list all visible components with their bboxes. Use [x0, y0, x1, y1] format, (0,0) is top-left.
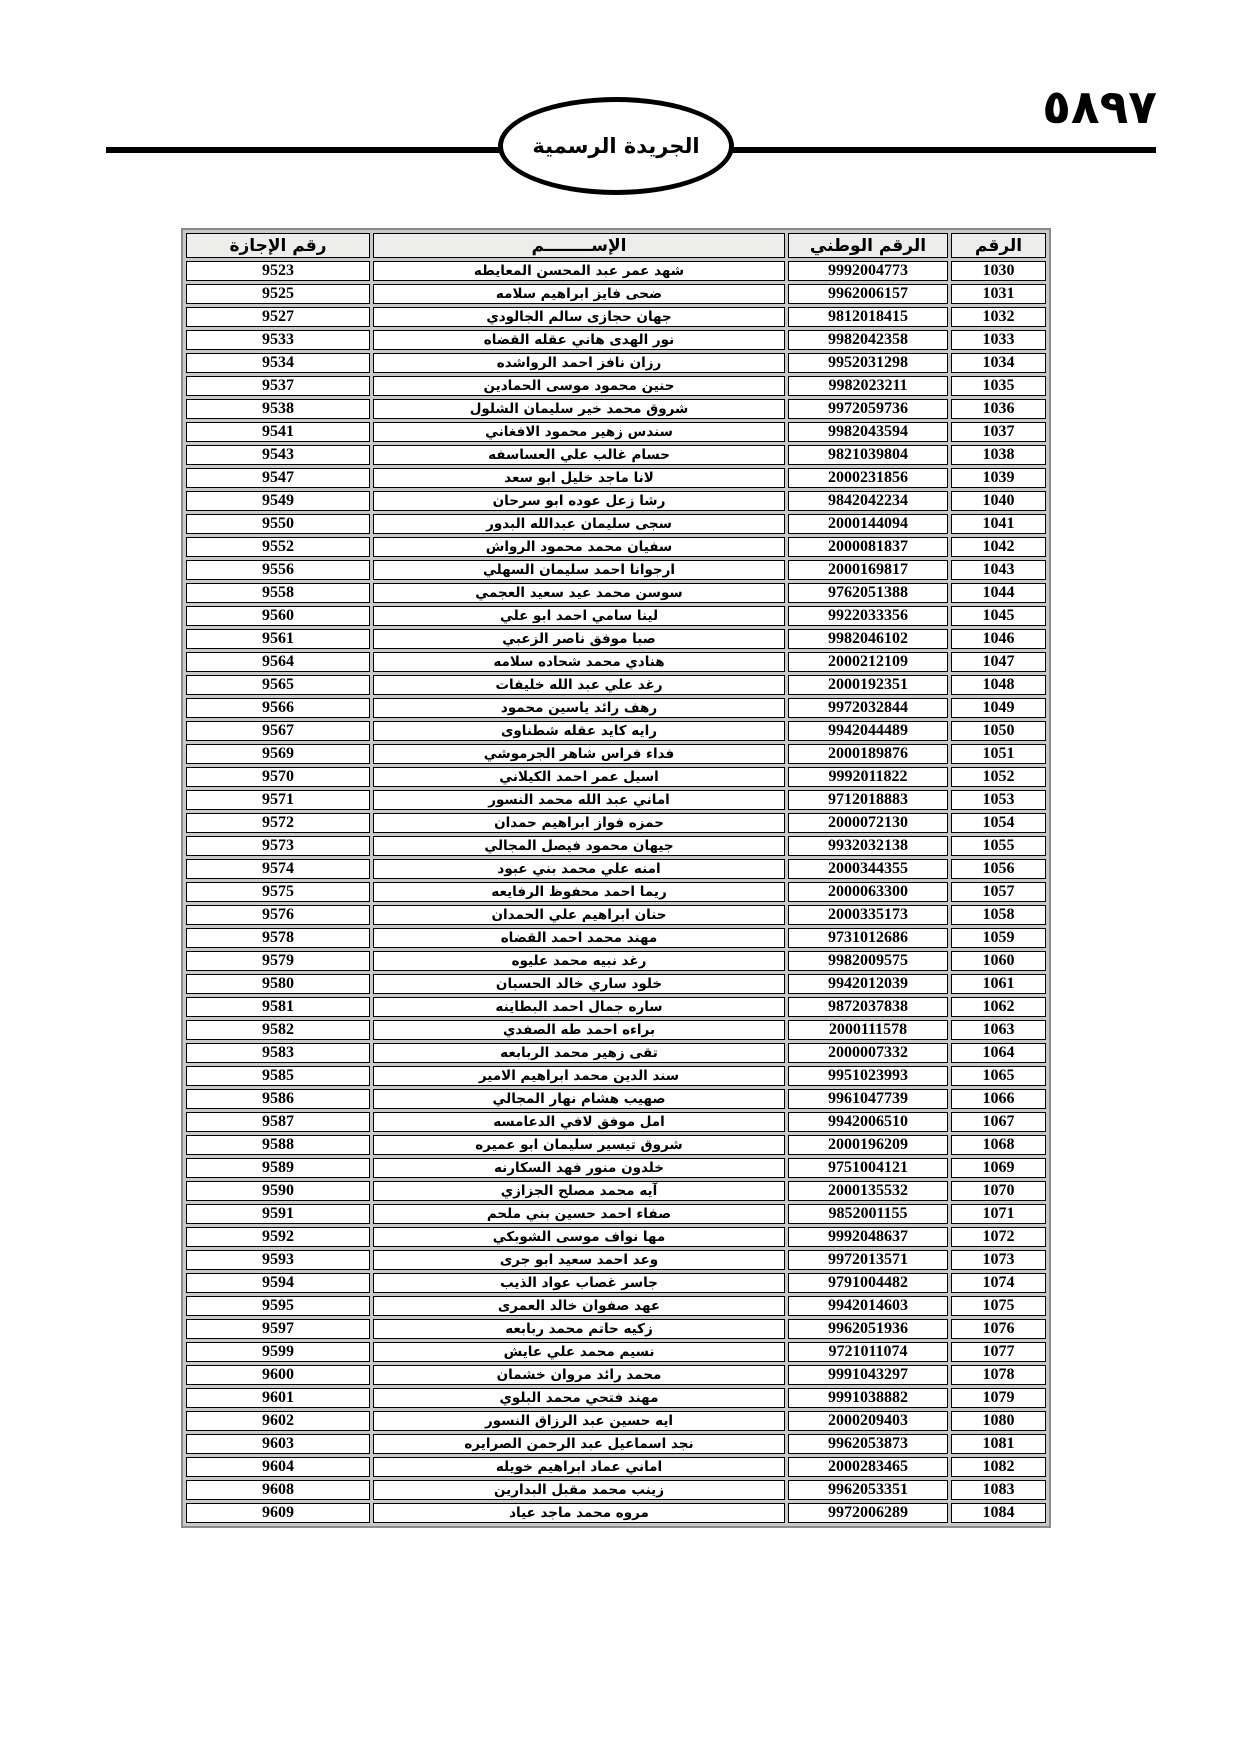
cell-name: ايه حسين عبد الرزاق النسور — [373, 1411, 785, 1431]
cell-number: 1077 — [951, 1342, 1046, 1362]
cell-national-id: 2000212109 — [788, 652, 948, 672]
cell-national-id: 9972013571 — [788, 1250, 948, 1270]
cell-license-number: 9552 — [186, 537, 370, 557]
cell-license-number: 9599 — [186, 1342, 370, 1362]
table-row — [186, 652, 1046, 672]
cell-name: رزان نافز احمد الرواشده — [373, 353, 785, 373]
cell-name: حنين محمود موسى الحمادين — [373, 376, 785, 396]
col-header-name: الإســــــــم — [373, 233, 785, 258]
col-header-national-id: الرقم الوطني — [788, 233, 948, 258]
cell-national-id: 9712018883 — [788, 790, 948, 810]
cell-number: 1039 — [951, 468, 1046, 488]
cell-national-id: 9942014603 — [788, 1296, 948, 1316]
table-row — [186, 1342, 1046, 1362]
cell-national-id: 9952031298 — [788, 353, 948, 373]
table-row — [186, 261, 1046, 281]
cell-name: رهف رائد ياسين محمود — [373, 698, 785, 718]
table-row — [186, 629, 1046, 649]
cell-license-number: 9578 — [186, 928, 370, 948]
table-row — [186, 1365, 1046, 1385]
cell-number: 1034 — [951, 353, 1046, 373]
cell-license-number: 9561 — [186, 629, 370, 649]
cell-national-id: 9812018415 — [788, 307, 948, 327]
cell-name: فداء فراس شاهر الجرموشي — [373, 744, 785, 764]
cell-national-id: 9842042234 — [788, 491, 948, 511]
table-row — [186, 491, 1046, 511]
cell-license-number: 9600 — [186, 1365, 370, 1385]
cell-license-number: 9574 — [186, 859, 370, 879]
cell-license-number: 9603 — [186, 1434, 370, 1454]
cell-number: 1064 — [951, 1043, 1046, 1063]
cell-national-id: 9992011822 — [788, 767, 948, 787]
cell-national-id: 2000007332 — [788, 1043, 948, 1063]
cell-license-number: 9533 — [186, 330, 370, 350]
cell-number: 1054 — [951, 813, 1046, 833]
table-row — [186, 905, 1046, 925]
table-row — [186, 468, 1046, 488]
cell-national-id: 9992048637 — [788, 1227, 948, 1247]
table-row — [186, 1457, 1046, 1477]
cell-number: 1062 — [951, 997, 1046, 1017]
cell-license-number: 9525 — [186, 284, 370, 304]
cell-number: 1057 — [951, 882, 1046, 902]
table-row — [186, 859, 1046, 879]
cell-name: ساره جمال احمد البطاينه — [373, 997, 785, 1017]
table-row — [186, 813, 1046, 833]
cell-name: صفاء احمد حسين بني ملحم — [373, 1204, 785, 1224]
cell-national-id: 2000196209 — [788, 1135, 948, 1155]
cell-number: 1031 — [951, 284, 1046, 304]
cell-name: ضحى فايز ابراهيم سلامه — [373, 284, 785, 304]
cell-name: امنه علي محمد بني عبود — [373, 859, 785, 879]
cell-number: 1084 — [951, 1503, 1046, 1523]
cell-license-number: 9560 — [186, 606, 370, 626]
cell-name: حنان ابراهيم علي الحمدان — [373, 905, 785, 925]
cell-name: اماني عبد الله محمد النسور — [373, 790, 785, 810]
cell-name: تقى زهير محمد الربابعه — [373, 1043, 785, 1063]
cell-name: خلدون منور فهد السكارنه — [373, 1158, 785, 1178]
cell-number: 1078 — [951, 1365, 1046, 1385]
cell-name: سجى سليمان عبدالله البدور — [373, 514, 785, 534]
cell-name: اماني عماد ابراهيم خويله — [373, 1457, 785, 1477]
cell-number: 1040 — [951, 491, 1046, 511]
cell-license-number: 9589 — [186, 1158, 370, 1178]
cell-name: نجد اسماعيل عبد الرحمن الصرايره — [373, 1434, 785, 1454]
cell-number: 1073 — [951, 1250, 1046, 1270]
cell-number: 1038 — [951, 445, 1046, 465]
table-row — [186, 767, 1046, 787]
table-row — [186, 1296, 1046, 1316]
cell-national-id: 9962053873 — [788, 1434, 948, 1454]
cell-national-id: 9852001155 — [788, 1204, 948, 1224]
cell-number: 1080 — [951, 1411, 1046, 1431]
cell-national-id: 9992004773 — [788, 261, 948, 281]
cell-name: سفيان محمد محمود الرواش — [373, 537, 785, 557]
table-row — [186, 422, 1046, 442]
table-row — [186, 353, 1046, 373]
cell-national-id: 9951023993 — [788, 1066, 948, 1086]
cell-number: 1056 — [951, 859, 1046, 879]
table-row — [186, 790, 1046, 810]
cell-number: 1072 — [951, 1227, 1046, 1247]
cell-name: لينا سامي احمد ابو علي — [373, 606, 785, 626]
cell-name: سند الدين محمد ابراهيم الامير — [373, 1066, 785, 1086]
cell-license-number: 9569 — [186, 744, 370, 764]
table-row — [186, 399, 1046, 419]
cell-number: 1081 — [951, 1434, 1046, 1454]
cell-license-number: 9582 — [186, 1020, 370, 1040]
cell-name: وعد احمد سعيد ابو جرى — [373, 1250, 785, 1270]
licenses-table — [181, 228, 1051, 1528]
table-row — [186, 1250, 1046, 1270]
table-row — [186, 560, 1046, 580]
cell-number: 1082 — [951, 1457, 1046, 1477]
cell-national-id: 9972006289 — [788, 1503, 948, 1523]
cell-name: عهد صفوان خالد العمرى — [373, 1296, 785, 1316]
cell-national-id: 9991043297 — [788, 1365, 948, 1385]
page-number: ٥٨٩٧ — [1042, 80, 1157, 135]
cell-name: زينب محمد مقبل البدارين — [373, 1480, 785, 1500]
cell-number: 1076 — [951, 1319, 1046, 1339]
cell-number: 1047 — [951, 652, 1046, 672]
cell-name: سندس زهير محمود الافغاني — [373, 422, 785, 442]
cell-number: 1032 — [951, 307, 1046, 327]
table-row — [186, 1020, 1046, 1040]
cell-number: 1050 — [951, 721, 1046, 741]
table-row — [186, 376, 1046, 396]
table-row — [186, 675, 1046, 695]
cell-national-id: 2000209403 — [788, 1411, 948, 1431]
table-row — [186, 1066, 1046, 1086]
cell-number: 1083 — [951, 1480, 1046, 1500]
cell-number: 1055 — [951, 836, 1046, 856]
cell-national-id: 9922033356 — [788, 606, 948, 626]
cell-national-id: 2000344355 — [788, 859, 948, 879]
cell-name: جاسر غصاب عواد الذيب — [373, 1273, 785, 1293]
cell-name: مروه محمد ماجد عياد — [373, 1503, 785, 1523]
table-row — [186, 1273, 1046, 1293]
cell-license-number: 9543 — [186, 445, 370, 465]
table-row — [186, 606, 1046, 626]
table-row — [186, 1181, 1046, 1201]
cell-name: براءه احمد طه الصفدي — [373, 1020, 785, 1040]
cell-name: شهد عمر عبد المحسن المعايطه — [373, 261, 785, 281]
cell-name: صبا موفق ناصر الزعبي — [373, 629, 785, 649]
cell-number: 1033 — [951, 330, 1046, 350]
table-row — [186, 721, 1046, 741]
cell-license-number: 9583 — [186, 1043, 370, 1063]
cell-national-id: 2000283465 — [788, 1457, 948, 1477]
cell-license-number: 9575 — [186, 882, 370, 902]
cell-name: لانا ماجد خليل ابو سعد — [373, 468, 785, 488]
cell-name: شروق محمد خير سليمان الشلول — [373, 399, 785, 419]
cell-national-id: 9962051936 — [788, 1319, 948, 1339]
cell-national-id: 9982042358 — [788, 330, 948, 350]
cell-name: رايه كايد عقله شطناوى — [373, 721, 785, 741]
cell-number: 1051 — [951, 744, 1046, 764]
cell-number: 1069 — [951, 1158, 1046, 1178]
cell-license-number: 9601 — [186, 1388, 370, 1408]
cell-national-id: 9962053351 — [788, 1480, 948, 1500]
cell-name: مها نواف موسى الشوبكي — [373, 1227, 785, 1247]
cell-name: امل موفق لافي الدعامسه — [373, 1112, 785, 1132]
cell-number: 1065 — [951, 1066, 1046, 1086]
cell-national-id: 2000144094 — [788, 514, 948, 534]
cell-number: 1048 — [951, 675, 1046, 695]
cell-national-id: 2000063300 — [788, 882, 948, 902]
cell-national-id: 2000135532 — [788, 1181, 948, 1201]
cell-name: رشا زعل عوده ابو سرحان — [373, 491, 785, 511]
table-row — [186, 1112, 1046, 1132]
cell-name: آيه محمد مصلح الجزازي — [373, 1181, 785, 1201]
cell-number: 1044 — [951, 583, 1046, 603]
cell-number: 1041 — [951, 514, 1046, 534]
cell-national-id: 9942006510 — [788, 1112, 948, 1132]
cell-number: 1063 — [951, 1020, 1046, 1040]
cell-national-id: 9982023211 — [788, 376, 948, 396]
cell-national-id: 2000169817 — [788, 560, 948, 580]
cell-name: اسيل عمر احمد الكيلاني — [373, 767, 785, 787]
cell-number: 1049 — [951, 698, 1046, 718]
table-row — [186, 882, 1046, 902]
gazette-title-oval — [498, 97, 734, 195]
cell-number: 1053 — [951, 790, 1046, 810]
cell-national-id: 9972059736 — [788, 399, 948, 419]
table-row — [186, 1503, 1046, 1523]
cell-number: 1046 — [951, 629, 1046, 649]
cell-national-id: 2000072130 — [788, 813, 948, 833]
table-row — [186, 537, 1046, 557]
cell-license-number: 9602 — [186, 1411, 370, 1431]
cell-license-number: 9538 — [186, 399, 370, 419]
table-row — [186, 698, 1046, 718]
cell-name: حمزه فواز ابراهيم حمدان — [373, 813, 785, 833]
table-row — [186, 1043, 1046, 1063]
cell-number: 1061 — [951, 974, 1046, 994]
cell-number: 1060 — [951, 951, 1046, 971]
cell-national-id: 9942044489 — [788, 721, 948, 741]
table-row — [186, 514, 1046, 534]
table-row — [186, 928, 1046, 948]
cell-name: سوسن محمد عيد سعيد العجمي — [373, 583, 785, 603]
table-body — [186, 261, 1046, 1523]
cell-license-number: 9609 — [186, 1503, 370, 1523]
cell-license-number: 9579 — [186, 951, 370, 971]
cell-license-number: 9523 — [186, 261, 370, 281]
cell-number: 1059 — [951, 928, 1046, 948]
cell-license-number: 9537 — [186, 376, 370, 396]
cell-number: 1058 — [951, 905, 1046, 925]
cell-number: 1067 — [951, 1112, 1046, 1132]
cell-national-id: 9982046102 — [788, 629, 948, 649]
cell-number: 1043 — [951, 560, 1046, 580]
cell-name: خلود ساري خالد الحسبان — [373, 974, 785, 994]
cell-number: 1066 — [951, 1089, 1046, 1109]
cell-license-number: 9564 — [186, 652, 370, 672]
cell-name: نسيم محمد علي عايش — [373, 1342, 785, 1362]
cell-license-number: 9604 — [186, 1457, 370, 1477]
cell-national-id: 9762051388 — [788, 583, 948, 603]
cell-number: 1035 — [951, 376, 1046, 396]
cell-name: جهان حجازى سالم الجالودي — [373, 307, 785, 327]
cell-national-id: 9721011074 — [788, 1342, 948, 1362]
cell-license-number: 9566 — [186, 698, 370, 718]
cell-national-id: 2000192351 — [788, 675, 948, 695]
cell-number: 1052 — [951, 767, 1046, 787]
cell-name: جيهان محمود فيصل المجالي — [373, 836, 785, 856]
cell-license-number: 9547 — [186, 468, 370, 488]
cell-license-number: 9567 — [186, 721, 370, 741]
cell-license-number: 9534 — [186, 353, 370, 373]
table-row — [186, 1089, 1046, 1109]
cell-national-id: 9942012039 — [788, 974, 948, 994]
cell-license-number: 9592 — [186, 1227, 370, 1247]
table-row — [186, 1480, 1046, 1500]
cell-name: هنادي محمد شحاده سلامه — [373, 652, 785, 672]
cell-national-id: 9962006157 — [788, 284, 948, 304]
table-row — [186, 1411, 1046, 1431]
cell-national-id: 9991038882 — [788, 1388, 948, 1408]
table-row — [186, 583, 1046, 603]
cell-national-id: 9982043594 — [788, 422, 948, 442]
cell-number: 1079 — [951, 1388, 1046, 1408]
cell-name: مهند فتحي محمد البلوي — [373, 1388, 785, 1408]
cell-license-number: 9571 — [186, 790, 370, 810]
cell-name: ريما احمد محفوظ الرفايعه — [373, 882, 785, 902]
cell-name: ارجوانا احمد سليمان السهلي — [373, 560, 785, 580]
cell-national-id: 2000081837 — [788, 537, 948, 557]
cell-license-number: 9591 — [186, 1204, 370, 1224]
table-row — [186, 1227, 1046, 1247]
cell-national-id: 9961047739 — [788, 1089, 948, 1109]
cell-license-number: 9590 — [186, 1181, 370, 1201]
table-row — [186, 974, 1046, 994]
table-row — [186, 1158, 1046, 1178]
cell-number: 1037 — [951, 422, 1046, 442]
table-row — [186, 330, 1046, 350]
cell-number: 1071 — [951, 1204, 1046, 1224]
col-header-license-number: رقم الإجازة — [186, 233, 370, 258]
cell-license-number: 9550 — [186, 514, 370, 534]
cell-national-id: 9932032138 — [788, 836, 948, 856]
cell-name: زكيه حاتم محمد ربابعه — [373, 1319, 785, 1339]
cell-number: 1030 — [951, 261, 1046, 281]
cell-national-id: 9791004482 — [788, 1273, 948, 1293]
cell-name: محمد رائد مروان خشمان — [373, 1365, 785, 1385]
cell-license-number: 9573 — [186, 836, 370, 856]
cell-national-id: 9972032844 — [788, 698, 948, 718]
table-row — [186, 997, 1046, 1017]
cell-number: 1068 — [951, 1135, 1046, 1155]
cell-number: 1045 — [951, 606, 1046, 626]
table-row — [186, 744, 1046, 764]
table-row — [186, 284, 1046, 304]
table-header-row — [186, 233, 1046, 258]
cell-license-number: 9558 — [186, 583, 370, 603]
table-row — [186, 951, 1046, 971]
cell-number: 1036 — [951, 399, 1046, 419]
cell-national-id: 2000231856 — [788, 468, 948, 488]
cell-national-id: 9751004121 — [788, 1158, 948, 1178]
cell-license-number: 9587 — [186, 1112, 370, 1132]
table-row — [186, 445, 1046, 465]
cell-name: رغد علي عبد الله خليفات — [373, 675, 785, 695]
table-row — [186, 1319, 1046, 1339]
cell-national-id: 9731012686 — [788, 928, 948, 948]
cell-national-id: 9982009575 — [788, 951, 948, 971]
cell-license-number: 9588 — [186, 1135, 370, 1155]
cell-license-number: 9597 — [186, 1319, 370, 1339]
cell-license-number: 9581 — [186, 997, 370, 1017]
cell-license-number: 9586 — [186, 1089, 370, 1109]
cell-number: 1070 — [951, 1181, 1046, 1201]
cell-license-number: 9595 — [186, 1296, 370, 1316]
table-row — [186, 836, 1046, 856]
table-row — [186, 307, 1046, 327]
cell-name: حسام غالب علي العساسفه — [373, 445, 785, 465]
gazette-title: الجريدة الرسمية — [532, 134, 700, 158]
cell-national-id: 2000335173 — [788, 905, 948, 925]
table-row — [186, 1204, 1046, 1224]
cell-license-number: 9565 — [186, 675, 370, 695]
cell-number: 1075 — [951, 1296, 1046, 1316]
cell-national-id: 2000189876 — [788, 744, 948, 764]
cell-name: رغد نبيه محمد عليوه — [373, 951, 785, 971]
cell-number: 1042 — [951, 537, 1046, 557]
cell-name: صهيب هشام نهار المجالي — [373, 1089, 785, 1109]
cell-license-number: 9593 — [186, 1250, 370, 1270]
col-header-number: الرقم — [951, 233, 1046, 258]
cell-name: شروق تيسير سليمان ابو عميره — [373, 1135, 785, 1155]
table-row — [186, 1388, 1046, 1408]
cell-license-number: 9556 — [186, 560, 370, 580]
cell-license-number: 9570 — [186, 767, 370, 787]
cell-license-number: 9608 — [186, 1480, 370, 1500]
table-row — [186, 1135, 1046, 1155]
cell-name: مهند محمد احمد القضاه — [373, 928, 785, 948]
cell-license-number: 9576 — [186, 905, 370, 925]
cell-name: نور الهدى هاني عقله القضاه — [373, 330, 785, 350]
cell-national-id: 9821039804 — [788, 445, 948, 465]
cell-license-number: 9549 — [186, 491, 370, 511]
cell-license-number: 9580 — [186, 974, 370, 994]
cell-license-number: 9541 — [186, 422, 370, 442]
table-row — [186, 1434, 1046, 1454]
cell-license-number: 9527 — [186, 307, 370, 327]
cell-national-id: 9872037838 — [788, 997, 948, 1017]
cell-license-number: 9585 — [186, 1066, 370, 1086]
cell-number: 1074 — [951, 1273, 1046, 1293]
cell-national-id: 2000111578 — [788, 1020, 948, 1040]
cell-license-number: 9594 — [186, 1273, 370, 1293]
cell-license-number: 9572 — [186, 813, 370, 833]
